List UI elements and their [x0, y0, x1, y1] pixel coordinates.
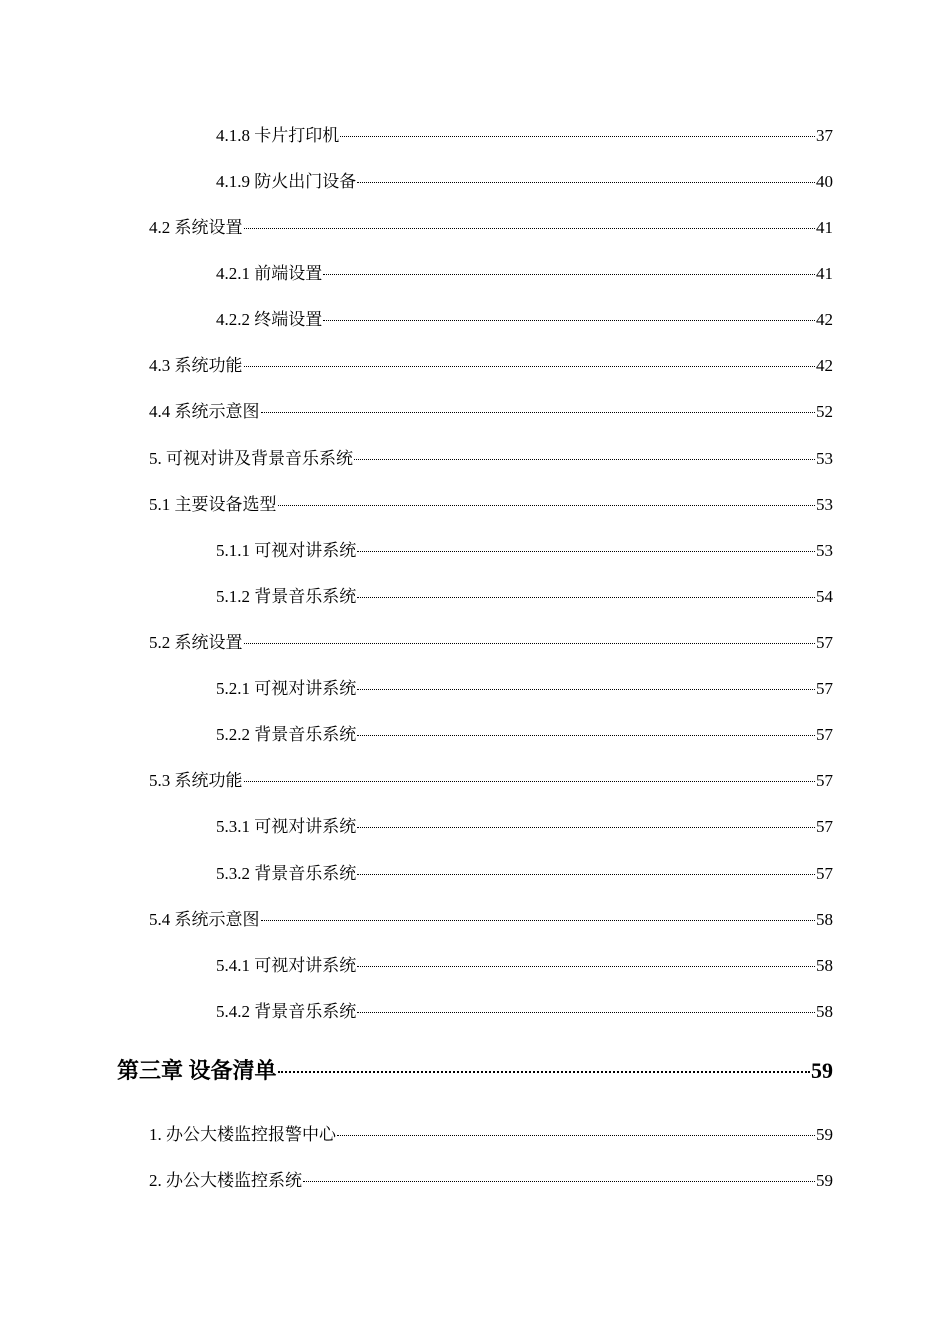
toc-dot-leader [357, 735, 815, 736]
toc-dot-leader [337, 1135, 815, 1136]
toc-dot-leader [354, 459, 815, 460]
toc-entry-page: 57 [816, 864, 833, 883]
toc-dot-leader [357, 874, 815, 875]
toc-entry-page: 58 [816, 910, 833, 929]
toc-entry-5-1-2[interactable] [216, 586, 833, 608]
toc-entry-title: 第三章 设备清单 [117, 1058, 277, 1083]
toc-entry-title: 4.2.2 终端设置 [216, 310, 323, 329]
toc-entry-page: 41 [816, 218, 833, 237]
toc-entry-title: 5.3.2 背景音乐系统 [216, 864, 357, 883]
toc-entry-5-2-2[interactable] [216, 724, 833, 746]
toc-entry-4-3[interactable] [149, 355, 833, 377]
toc-entry-5[interactable] [149, 448, 833, 470]
toc-entry-5-2[interactable] [149, 632, 833, 654]
toc-entry-title: 5.2.2 背景音乐系统 [216, 725, 357, 744]
toc-entry-title: 5.4.1 可视对讲系统 [216, 956, 357, 975]
toc-entry-page: 57 [816, 679, 833, 698]
toc-entry-title: 4.2 系统设置 [149, 218, 243, 237]
toc-entry-1[interactable] [149, 1124, 833, 1146]
toc-entry-5-1[interactable] [149, 494, 833, 516]
toc-entry-4-4[interactable] [149, 401, 833, 423]
toc-entry-page: 53 [816, 495, 833, 514]
toc-entry-title: 4.3 系统功能 [149, 356, 243, 375]
toc-entry-4-2-2[interactable] [216, 309, 833, 331]
toc-entry-5-4-2[interactable] [216, 1001, 833, 1023]
toc-dot-leader [357, 597, 815, 598]
toc-entry-page: 58 [816, 1002, 833, 1021]
toc-dot-leader [357, 1012, 815, 1013]
toc-entry-page: 59 [816, 1125, 833, 1144]
toc-entry-title: 5.2.1 可视对讲系统 [216, 679, 357, 698]
toc-dot-leader [244, 643, 816, 644]
toc-dot-leader [303, 1181, 815, 1182]
toc-entry-title: 5. 可视对讲及背景音乐系统 [149, 449, 353, 468]
toc-entry-title: 5.3 系统功能 [149, 771, 243, 790]
toc-entry-page: 57 [816, 771, 833, 790]
toc-entry-title: 4.2.1 前端设置 [216, 264, 323, 283]
toc-dot-leader [244, 228, 816, 229]
toc-entry-5-3-1[interactable] [216, 816, 833, 838]
toc-entry-title: 5.1 主要设备选型 [149, 495, 277, 514]
toc-dot-leader [278, 505, 816, 506]
toc-dot-leader [244, 366, 816, 367]
toc-entry-page: 40 [816, 172, 833, 191]
toc-entry-page: 53 [816, 541, 833, 560]
toc-dot-leader [261, 412, 816, 413]
toc-dot-leader [323, 274, 815, 275]
toc-entry-title: 5.1.2 背景音乐系统 [216, 587, 357, 606]
toc-entry-4-2[interactable] [149, 217, 833, 239]
toc-dot-leader [340, 136, 815, 137]
toc-entry-page: 42 [816, 356, 833, 375]
toc-dot-leader [357, 689, 815, 690]
toc-dot-leader [278, 1071, 810, 1073]
toc-entry-page: 59 [811, 1058, 833, 1083]
toc-entry-title: 5.3.1 可视对讲系统 [216, 817, 357, 836]
toc-entry-page: 54 [816, 587, 833, 606]
toc-dot-leader [323, 320, 815, 321]
toc-dot-leader [261, 920, 816, 921]
toc-entry-title: 4.4 系统示意图 [149, 402, 260, 421]
toc-dot-leader [244, 781, 816, 782]
toc-entry-2[interactable] [149, 1170, 833, 1192]
toc-entry-5-3-2[interactable] [216, 863, 833, 885]
toc-entry-page: 57 [816, 633, 833, 652]
toc-dot-leader [357, 827, 815, 828]
toc-entry-title: 5.4.2 背景音乐系统 [216, 1002, 357, 1021]
toc-entry-page: 57 [816, 725, 833, 744]
toc-entry-page: 58 [816, 956, 833, 975]
toc-entry-title: 4.1.9 防火出门设备 [216, 172, 357, 191]
toc-entry-4-1-8[interactable] [216, 125, 833, 147]
toc-entry-page: 42 [816, 310, 833, 329]
toc-dot-leader [357, 551, 815, 552]
toc-entry-5-4-1[interactable] [216, 955, 833, 977]
toc-dot-leader [357, 966, 815, 967]
toc-dot-leader [357, 182, 815, 183]
toc-entry-5-2-1[interactable] [216, 678, 833, 700]
toc-entry-5-1-1[interactable] [216, 540, 833, 562]
toc-entry-page: 41 [816, 264, 833, 283]
toc-entry-title: 5.2 系统设置 [149, 633, 243, 652]
toc-entry-4-2-1[interactable] [216, 263, 833, 285]
toc-entry-title: 4.1.8 卡片打印机 [216, 126, 340, 145]
toc-entry-4-1-9[interactable] [216, 171, 833, 193]
toc-entry-title: 2. 办公大楼监控系统 [149, 1171, 302, 1190]
toc-entry-title: 1. 办公大楼监控报警中心 [149, 1125, 336, 1144]
toc-entry-page: 57 [816, 817, 833, 836]
toc-entry-title: 5.1.1 可视对讲系统 [216, 541, 357, 560]
toc-entry-page: 37 [816, 126, 833, 145]
toc-entry-5-4[interactable] [149, 909, 833, 931]
toc-entry-page: 52 [816, 402, 833, 421]
toc-entry-page: 53 [816, 449, 833, 468]
toc-entry-title: 5.4 系统示意图 [149, 910, 260, 929]
toc-entry-5-3[interactable] [149, 770, 833, 792]
toc-entry-chapter-3[interactable] [117, 1057, 833, 1085]
toc-entry-page: 59 [816, 1171, 833, 1190]
